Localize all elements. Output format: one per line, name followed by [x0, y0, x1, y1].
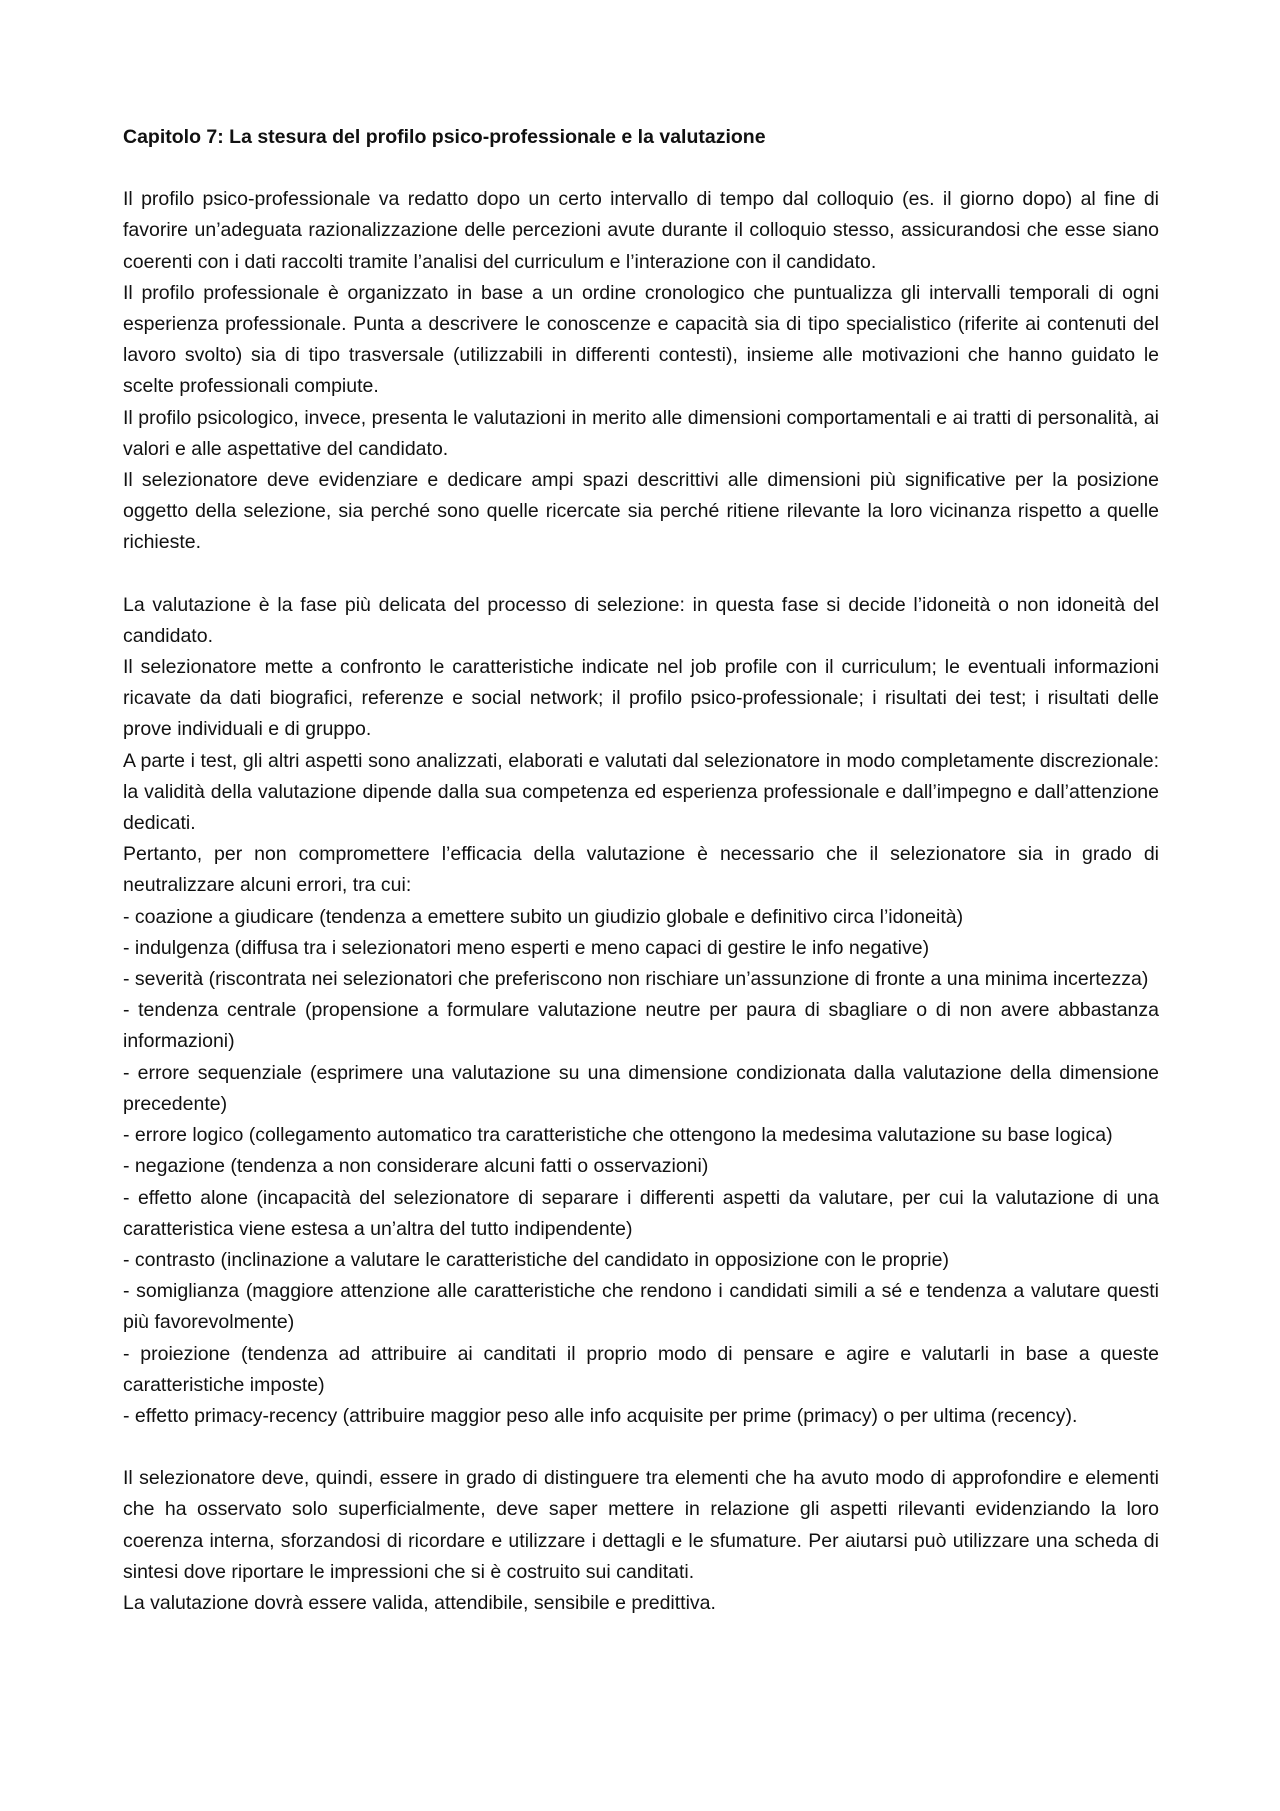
list-item: - negazione (tendenza a non considerare alcuni fatti o osservazioni)	[123, 1155, 709, 1178]
section-evaluation	[123, 590, 1159, 1432]
errors-list	[123, 902, 1159, 1432]
section-conclusion	[123, 1463, 1159, 1619]
paragraph: La valutazione dovrà essere valida, attendibile, sensibile e predittiva.	[123, 1591, 716, 1614]
chapter-title: Capitolo 7: La stesura del profilo psico-professionale e la valutazione	[123, 126, 766, 148]
list-item: - errore logico (collegamento automatico tra caratteristiche che ottengono la medesima valutazione su base logica)	[123, 1124, 1113, 1147]
list-item: - severità (riscontrata nei selezionatori che preferiscono non rischiare un’assunzione di fronte a una minima incertezza)	[123, 968, 1149, 991]
list-item: - coazione a giudicare (tendenza a emettere subito un giudizio globale e definitivo circa l’idoneità)	[123, 905, 964, 928]
paragraph: Il selezionatore deve, quindi, essere in grado di distinguere tra elementi che ha avuto modo di approfondire e elementi che ha osservato solo superficialmente, deve saper mettere in relazione gli aspetti rilevanti evidenziando la loro coerenza interna, sforzandosi di ricordare e utilizzare i dettagli e le sfumature. Per aiutarsi può utilizzare una scheda di sintesi dove riportare le impressioni che si è costruito sui canditati.	[123, 1467, 1159, 1583]
list-item: - tendenza centrale (propensione a formulare valutazione neutre per paura di sbagliare o di non avere abbastanza informazioni)	[123, 999, 1159, 1053]
paragraph: Il selezionatore deve evidenziare e dedicare ampi spazi descrittivi alle dimensioni più significative per la posizione oggetto della selezione, sia perché sono quelle ricercate sia perché ritiene rilevante la loro vicinanza rispetto a quelle richieste.	[123, 469, 1159, 554]
list-item: - indulgenza (diffusa tra i selezionatori meno esperti e meno capaci di gestire le info negative)	[123, 936, 930, 959]
paragraph: Pertanto, per non compromettere l’efficacia della valutazione è necessario che il selezionatore sia in grado di neutralizzare alcuni errori, tra cui:	[123, 843, 1159, 897]
list-item: - effetto primacy-recency (attribuire maggior peso alle info acquisite per prime (primacy) o per ultima (recency).	[123, 1404, 1078, 1427]
list-item: - proiezione (tendenza ad attribuire ai canditati il proprio modo di pensare e agire e valutarli in base a queste caratteristiche imposte)	[123, 1342, 1159, 1396]
document-page	[123, 122, 1159, 1619]
list-item: - contrasto (inclinazione a valutare le caratteristiche del candidato in opposizione con le proprie)	[123, 1248, 949, 1271]
list-item: - somiglianza (maggiore attenzione alle caratteristiche che rendono i candidati simili a sé e tendenza a valutare questi più favorevolmente)	[123, 1280, 1159, 1334]
paragraph: A parte i test, gli altri aspetti sono analizzati, elaborati e valutati dal selezionatore in modo completamente discrezionale: la validità della valutazione dipende dalla sua competenza ed esperienza professionale e dall’impegno e dall’attenzione dedicati.	[123, 749, 1159, 835]
blank-line	[123, 559, 1159, 590]
list-item: - errore sequenziale (esprimere una valutazione su una dimensione condizionata dalla valutazione della dimensione precedente)	[123, 1061, 1159, 1115]
paragraph: Il profilo professionale è organizzato in base a un ordine cronologico che puntualizza gli intervalli temporali di ogni esperienza professionale. Punta a descrivere le conoscenze e capacità sia di tipo specialistico (riferite ai contenuti del lavoro svolto) sia di tipo trasversale (utilizzabili in differenti contesti), insieme alle motivazioni che hanno guidato le scelte professionali compiute.	[123, 281, 1159, 398]
list-item: - effetto alone (incapacità del selezionatore di separare i differenti aspetti da valutare, per cui la valutazione di una caratteristica viene estesa a un’altra del tutto indipendente)	[123, 1186, 1159, 1240]
blank-line	[123, 1432, 1159, 1463]
paragraph: La valutazione è la fase più delicata del processo di selezione: in questa fase si decide l’idoneità o non idoneità del candidato.	[123, 593, 1159, 647]
paragraph: Il profilo psico-professionale va redatto dopo un certo intervallo di tempo dal colloquio (es. il giorno dopo) al fine di favorire un’adeguata razionalizzazione delle percezioni avute durante il colloquio stesso, assicurandosi che esse siano coerenti con i dati raccolti tramite l’analisi del curriculum e l’interazione con il candidato.	[123, 188, 1159, 273]
paragraph: Il profilo psicologico, invece, presenta le valutazioni in merito alle dimensioni comportamentali e ai tratti di personalità, ai valori e alle aspettative del candidato.	[123, 406, 1159, 460]
paragraph: Il selezionatore mette a confronto le caratteristiche indicate nel job profile con il curriculum; le eventuali informazioni ricavate da dati biografici, referenze e social network; il profilo psico-professionale; i risultati dei test; i risultati delle prove individuali e di gruppo.	[123, 656, 1159, 741]
section-profile	[123, 184, 1159, 558]
